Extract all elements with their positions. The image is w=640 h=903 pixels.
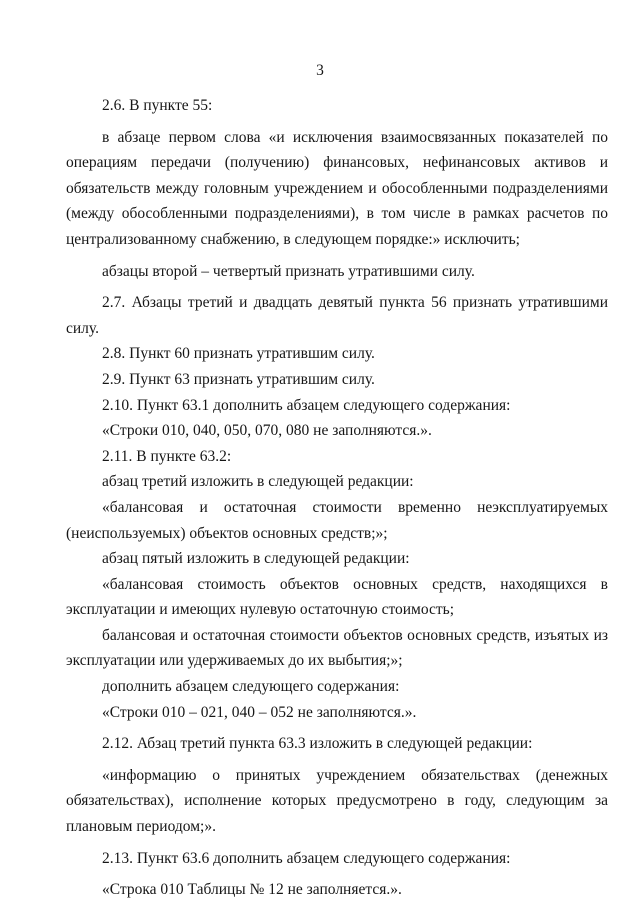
paragraph-2-10-quote: «Строки 010, 040, 050, 070, 080 не заполняются.». — [102, 422, 432, 440]
paragraph-2-10: 2.10. Пункт 63.1 дополнить абзацем следующего содержания: — [102, 396, 511, 414]
paragraph-2-13: 2.13. Пункт 63.6 дополнить абзацем следующего содержания: — [102, 849, 511, 867]
paragraph-2-6-first-abzac: в абзаце первом слова «и исключения взаимосвязанных показателей по операциям передачи (получению) финансовых, нефинансовых активов и обязательств между головным учреждением и обособленными подразделениями (между обособленными подразделениями), в том числе в рамках расчетов по централизованному снабжению, в следующем порядке:» исключить; — [66, 128, 608, 248]
paragraph-2-9: 2.9. Пункт 63 признать утратившим силу. — [102, 370, 375, 388]
paragraph-2-11-quote-fifth-a: «балансовая стоимость объектов основных средств, находящихся в эксплуатации и имеющих нулевую остаточную стоимость; — [66, 575, 608, 619]
page-number: 3 — [316, 62, 324, 79]
paragraph-2-8: 2.8. Пункт 60 признать утратившим силу. — [102, 345, 375, 363]
paragraph-2-11-quote-third: «балансовая и остаточная стоимости временно неэксплуатируемых (неиспользуемых) объектов основных средств;»; — [66, 498, 608, 542]
paragraph-2-11-abzac-fifth: абзац пятый изложить в следующей редакции: — [102, 550, 410, 568]
paragraph-2-11-quote-rows: «Строки 010 – 021, 040 – 052 не заполняются.». — [102, 703, 417, 721]
paragraph-2-7: 2.7. Абзацы третий и двадцать девятый пункта 56 признать утратившими силу. — [66, 294, 608, 337]
paragraph-2-11-abzac-third: абзац третий изложить в следующей редакции: — [102, 473, 414, 491]
paragraph-2-12-quote: «информацию о принятых учреждением обязательствах (денежных обязательствах), исполнение которых предусмотрено в году, следующим за плановым периодом;». — [66, 766, 608, 836]
paragraph-2-12: 2.12. Абзац третий пункта 63.3 изложить в следующей редакции: — [102, 735, 533, 753]
paragraph-2-11-supplement: дополнить абзацем следующего содержания: — [102, 678, 400, 696]
paragraph-2-11-quote-fifth-b: балансовая и остаточная стоимости объектов основных средств, изъятых из эксплуатации или удерживаемых до их выбытия;»; — [66, 626, 608, 670]
paragraph-2-13-quote: «Строка 010 Таблицы № 12 не заполняется.». — [102, 881, 402, 899]
paragraph-2-11: 2.11. В пункте 63.2: — [102, 447, 232, 465]
paragraph-2-6-abzacs-void: абзацы второй – четвертый признать утратившими силу. — [102, 262, 475, 280]
paragraph-2-6: 2.6. В пункте 55: — [102, 97, 213, 114]
document-body — [66, 93, 608, 903]
